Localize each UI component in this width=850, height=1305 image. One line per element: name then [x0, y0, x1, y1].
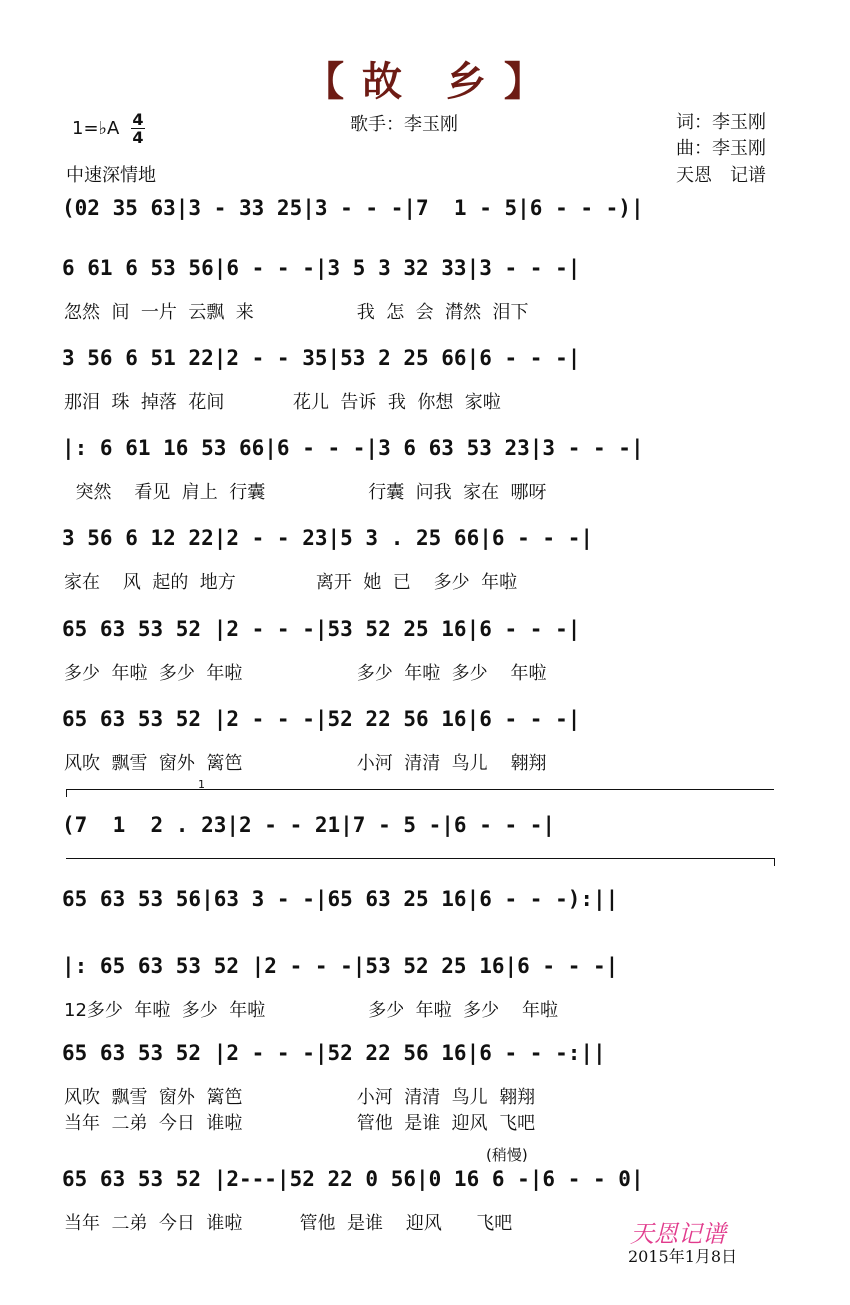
lyric-line: 家在 风 起的 地方 离开 她 已 多少 年啦: [64, 572, 518, 593]
volta-tick-left: [66, 789, 67, 797]
lyric-line: 突然 看见 肩上 行囊 行囊 问我 家在 哪呀: [64, 482, 547, 503]
notation-row: (7 1 2 . 23|2 - - 21|7 - 5 -|6 - - -|: [62, 813, 556, 837]
ending-one-mark: 1: [198, 778, 205, 791]
song-title: 【 故 乡 】: [304, 58, 546, 105]
notation-row: 3 56 6 12 22|2 - - 23|5 3 . 25 66|6 - - -|: [62, 526, 594, 550]
time-top: 4: [132, 110, 144, 129]
lyric-line: 那泪 珠 掉落 花间 花儿 告诉 我 你想 家啦: [64, 392, 501, 413]
volta-tick-right: [774, 858, 775, 866]
time-bottom: 4: [132, 128, 144, 147]
key-signature: 1=♭A: [72, 118, 120, 139]
singer: 歌手：李玉刚: [350, 114, 458, 135]
notation-row: 65 63 53 52 |2 - - -|52 22 56 16|6 - - -|: [62, 707, 581, 731]
notation-row: |: 65 63 53 52 |2 - - -|53 52 25 16|6 - - -|: [62, 954, 619, 978]
composer: 曲：李玉刚: [676, 138, 766, 159]
notation-row: 65 63 53 56|63 3 - -|65 63 25 16|6 - - -):||: [62, 887, 619, 911]
lyric-line: 12多少 年啦 多少 年啦 多少 年啦 多少 年啦: [64, 1000, 558, 1021]
tempo-change: (稍慢): [486, 1146, 528, 1164]
notation-row: |: 6 61 16 53 66|6 - - -|3 6 63 53 23|3 - - -|: [62, 436, 644, 460]
lyricist: 词：李玉刚: [676, 112, 766, 133]
transcriber: 天恩 记谱: [676, 165, 766, 186]
volta-line-2: [66, 858, 774, 859]
volta-line-1: [66, 789, 774, 790]
watermark: 天恩记谱: [630, 1220, 726, 1248]
notation-row: 65 63 53 52 |2 - - -|52 22 56 16|6 - - -:||: [62, 1041, 606, 1065]
notation-row: (02 35 63|3 - 33 25|3 - - -|7 1 - 5|6 - - -)|: [62, 196, 644, 220]
notation-row: 6 61 6 53 56|6 - - -|3 5 3 32 33|3 - - -|: [62, 256, 581, 280]
lyric-line: 风吹 飘雪 窗外 篱笆 小河 清清 鸟儿 翱翔: [64, 1087, 536, 1108]
tempo-marking: 中速深情地: [66, 165, 156, 186]
time-signature: [131, 112, 145, 145]
lyric-line: 当年 二弟 今日 谁啦 管他 是谁 迎风 飞吧: [64, 1113, 536, 1134]
notation-row: 65 63 53 52 |2---|52 22 0 56|0 16 6 -|6 - - 0|: [62, 1167, 644, 1191]
lyric-line: 当年 二弟 今日 谁啦 管他 是谁 迎风 飞吧: [64, 1213, 513, 1234]
date: 2015年1月8日: [628, 1247, 738, 1266]
notation-row: 3 56 6 51 22|2 - - 35|53 2 25 66|6 - - -|: [62, 346, 581, 370]
lyric-line: 多少 年啦 多少 年啦 多少 年啦 多少 年啦: [64, 663, 547, 684]
lyric-line: 风吹 飘雪 窗外 篱笆 小河 清清 鸟儿 翱翔: [64, 753, 547, 774]
lyric-line: 忽然 间 一片 云飘 来 我 怎 会 潸然 泪下: [64, 302, 529, 323]
notation-row: 65 63 53 52 |2 - - -|53 52 25 16|6 - - -|: [62, 617, 581, 641]
